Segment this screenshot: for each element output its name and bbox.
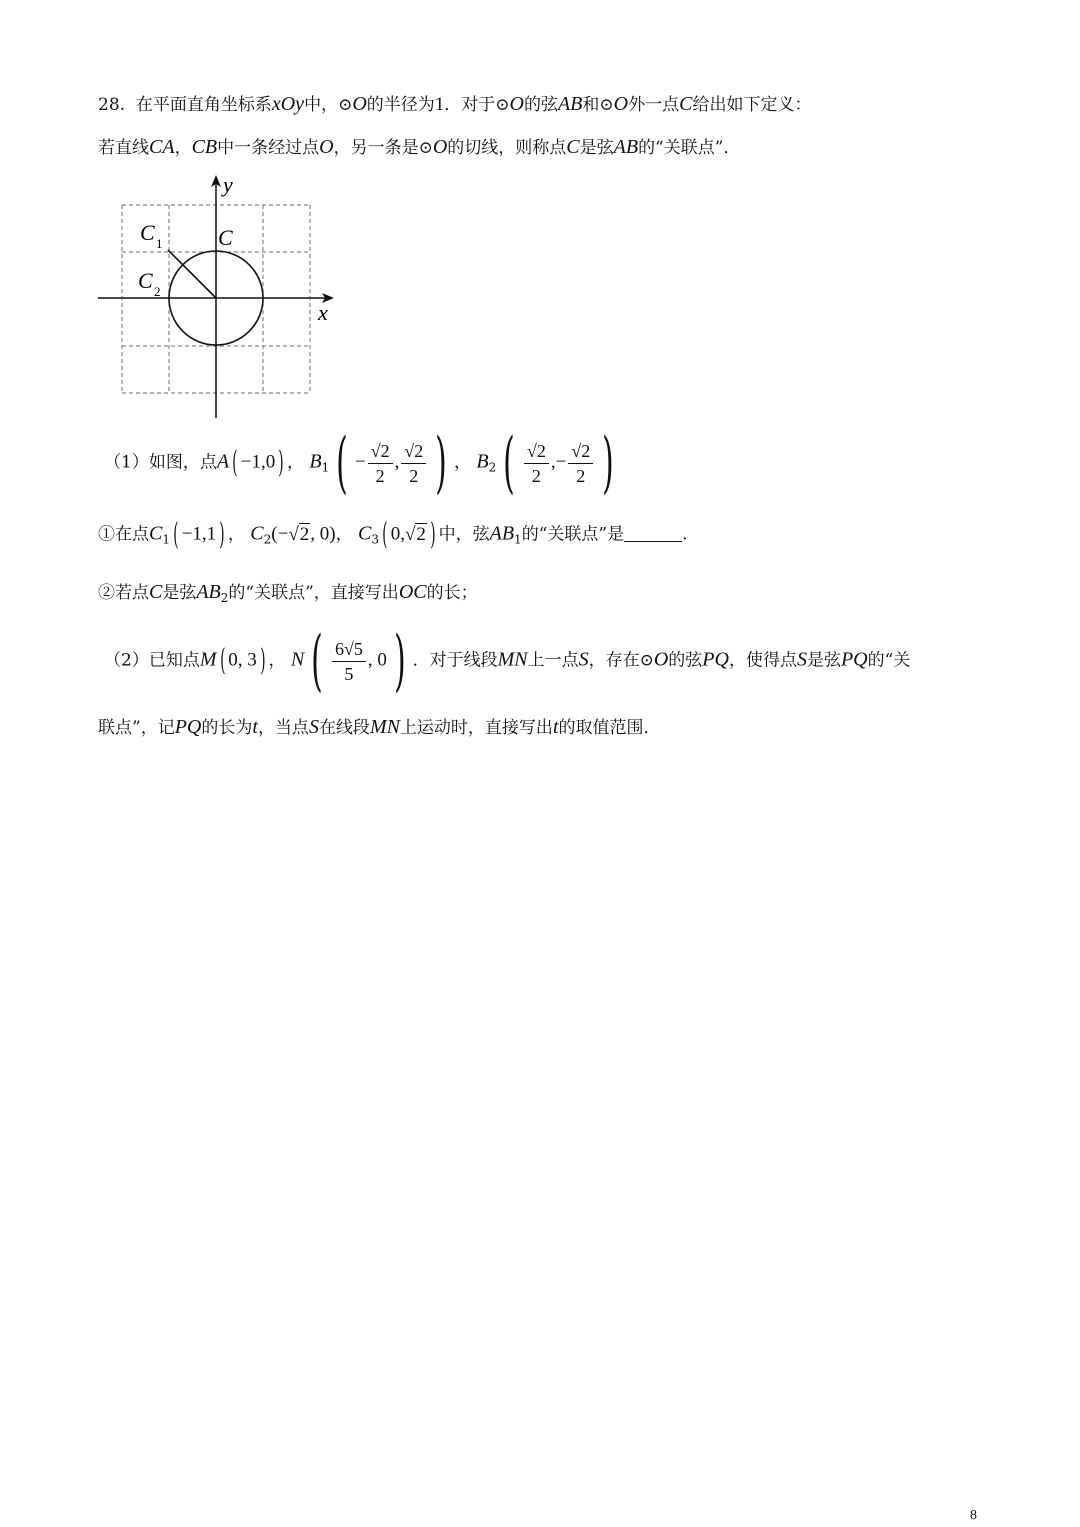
axes — [98, 182, 328, 418]
problem-statement-line-2: 若直线CA，CB中一条经过点O，另一条是⊙O的切线，则称点C是弦AB的“关联点”． — [98, 136, 741, 158]
question-2: ②若点C是弦$AB_2$的“关联点”，直接写出OC的长； — [98, 581, 478, 605]
page-number: 8 — [970, 1508, 977, 1523]
label-c: C — [218, 225, 233, 250]
fraction: $\frac{√2}{2}$ — [401, 439, 426, 488]
fraction: $\frac{√2}{2}$ — [524, 439, 549, 488]
part-1-statement: （1）如图，点A ( −1,0 ) ， $B_1$ ( − $\frac{√2}{2}$ , $\frac{√2}{2}$ ) ， $B_2$ ( $\frac{√2}{2}$ ,− $\frac{√2}{2}$ ) — [104, 424, 614, 501]
problem-statement-line-1: 28. 在平面直角坐标系xOy中，⊙O的半径为1．对于⊙O的弦AB和⊙O外一点C给出如下定义： — [98, 93, 812, 115]
label-c2: C — [138, 268, 153, 293]
x-axis-label: x — [318, 300, 328, 325]
answer-blank[interactable] — [624, 523, 682, 542]
label-c1-subscript: 1 — [156, 236, 163, 251]
label-c1: C — [140, 220, 155, 245]
label-c2-subscript: 2 — [154, 284, 161, 299]
fraction: $\frac{6√5}{5}$ — [332, 637, 366, 686]
fraction: $\frac{√2}{2}$ — [568, 439, 593, 488]
y-axis-label: y — [223, 172, 233, 197]
question-1: ①在点$C_1$ ( −1,1 ) ， $C_2(-√2$, 0)， $C_3$ ( 0,√2 ) 中，弦$AB_1$的“关联点”是 . — [98, 517, 688, 552]
coordinate-figure — [90, 170, 350, 425]
part-2-continuation: 联点”，记PQ的长为t，当点S在线段MN上运动时，直接写出t的取值范围． — [98, 716, 661, 738]
part-2-statement: （2）已知点M ( 0, 3 ) ， N ( $\frac{6√5}{5}$ , 0 ) ．对于线段MN上一点S，存在⊙O的弦PQ，使得点S是弦PQ的“关 — [104, 622, 911, 699]
fraction: $\frac{√2}{2}$ — [368, 439, 393, 488]
